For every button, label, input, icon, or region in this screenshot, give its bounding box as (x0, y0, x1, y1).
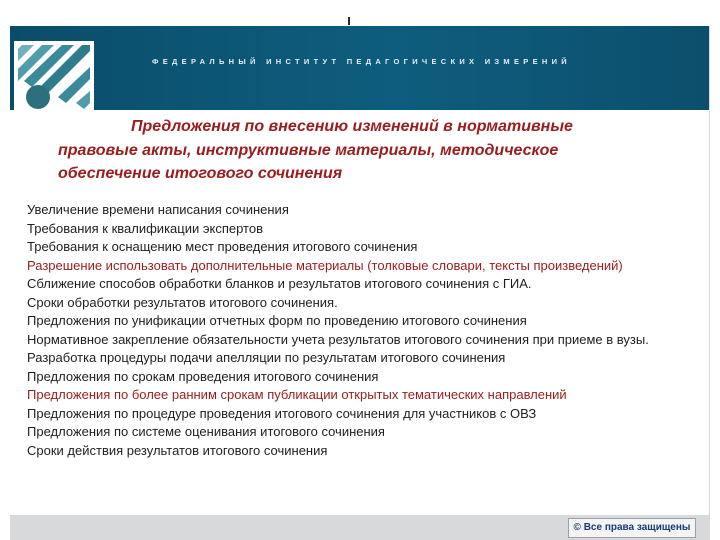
list-item: Предложения по более ранним срокам публикации открытых тематических направлений (27, 387, 567, 402)
list-item: Сближение способов обработки бланков и результатов итогового сочинения с ГИА. (27, 276, 532, 291)
list-item: Увеличение времени написания сочинения (27, 202, 289, 217)
proposals-list (27, 201, 697, 460)
logo-mark-icon (14, 41, 94, 113)
list-item: Разрешение использовать дополнительные материалы (толковые словари, тексты произведений) (27, 257, 623, 273)
list-item: Сроки действия результатов итогового сочинения (27, 442, 328, 458)
organization-name: ФЕДЕРАЛЬНЫЙ ИНСТИТУТ ПЕДАГОГИЧЕСКИХ ИЗМЕРЕНИЙ (152, 57, 571, 66)
slide-title (58, 115, 698, 186)
list-item: Предложения по срокам проведения итогового сочинения (27, 368, 379, 384)
title-line-2: правовые акты, инструктивные материалы, методическое (58, 141, 559, 159)
list-item: Предложения по системе оценивания итогового сочинения (27, 424, 385, 439)
title-line-1: Предложения по внесению изменений в нормативные (131, 118, 573, 135)
list-item: Сроки обработки результатов итогового сочинения. (27, 294, 338, 310)
title-line-3: обеспечение итогового сочинения (58, 165, 343, 182)
list-item: Предложения по унификации отчетных форм по проведению итогового сочинения (27, 313, 527, 328)
list-item: Предложения по процедуре проведения итогового сочинения для участников с ОВЗ (27, 405, 537, 421)
list-item: Требования к оснащению мест проведения итогового сочинения (27, 239, 418, 254)
top-tick-mark (348, 17, 350, 25)
list-item: Нормативное закрепление обязательности учета результатов итогового сочинения при приеме в вузы. (27, 331, 649, 347)
list-item: Требования к квалификации экспертов (27, 220, 263, 236)
copyright-badge: © Все права защищены (568, 518, 696, 538)
list-item: Разработка процедуры подачи апелляции по результатам итогового сочинения (27, 350, 506, 365)
